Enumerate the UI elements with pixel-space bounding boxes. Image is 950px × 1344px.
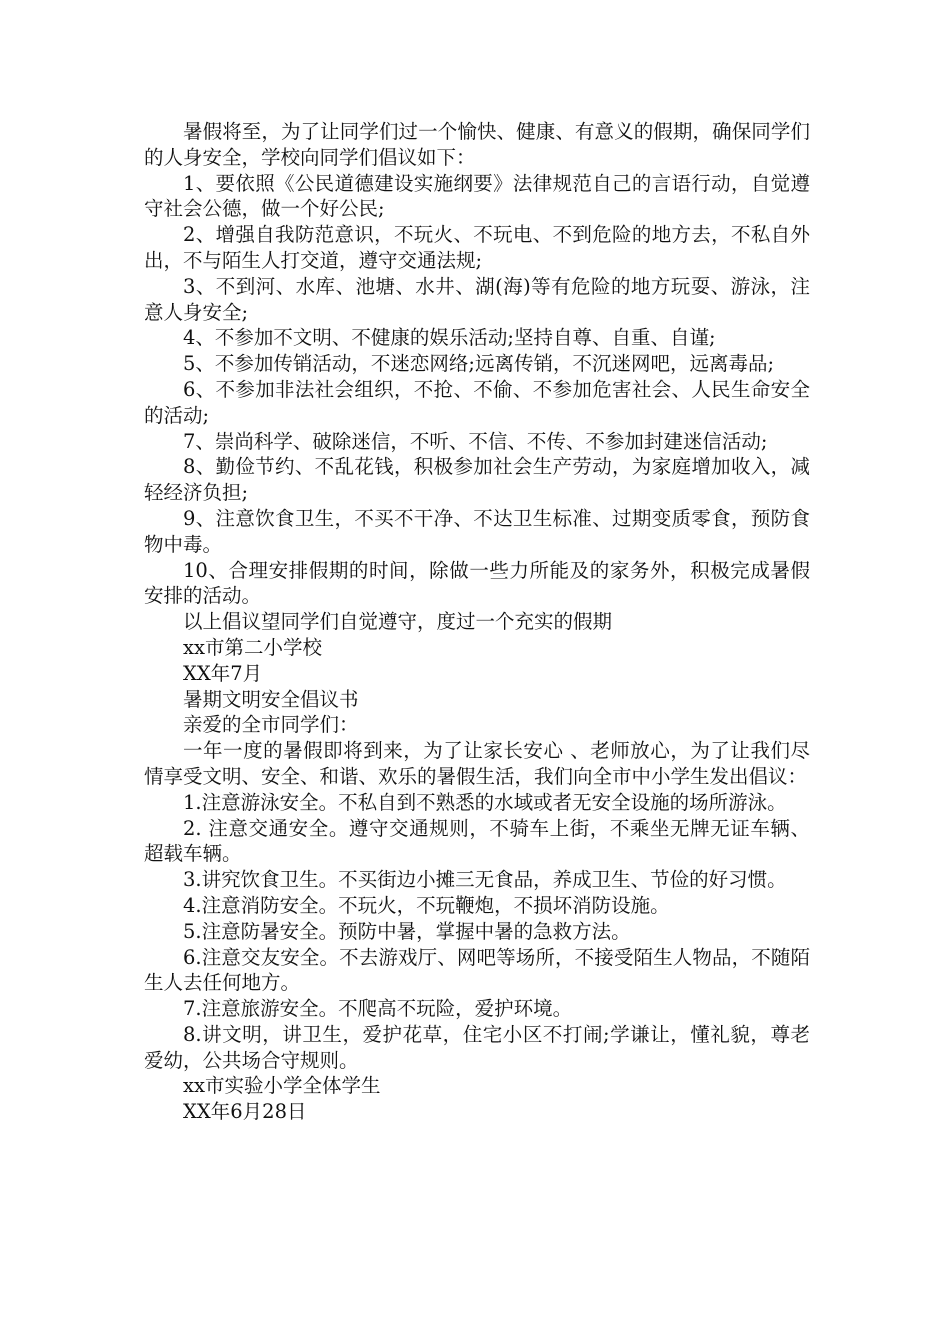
greeting: 亲爱的全市同学们： (183, 713, 359, 737)
paragraph-point-2: 2. 注意交通安全。遵守交通规则，不骑车上街，不乘坐无牌无证车辆、超载车辆。 (144, 816, 810, 866)
paragraph-item-5: 5、不参加传销活动，不迷恋网络;远离传销，不沉迷网吧，远离毒品; (183, 352, 775, 376)
paragraph-item-9: 9、注意饮食卫生，不买不干净、不达卫生标准、过期变质零食，预防食物中毒。 (144, 506, 810, 556)
paragraph-item-1: 1、要依照《公民道德建设实施纲要》法律规范自己的言语行动，自觉遵守社会公德，做一个好公民; (144, 171, 810, 221)
signature-date-2: XX年6月28日 (183, 1100, 307, 1124)
signature-school: xx市第二小学校 (183, 635, 322, 659)
paragraph-item-7: 7、崇尚科学、破除迷信，不听、不信、不传、不参加封建迷信活动; (183, 429, 768, 453)
paragraph-intro-2: 一年一度的暑假即将到来，为了让家长安心 、老师放心，为了让我们尽情享受文明、安全、和谐、欢乐的暑假生活，我们向全市中小学生发出倡议： (144, 739, 810, 788)
paragraph-item-4: 4、不参加不文明、不健康的娱乐活动;坚持自尊、自重、自谨; (183, 326, 716, 350)
paragraph-point-5: 5.注意防暑安全。预防中暑，掌握中暑的急救方法。 (183, 919, 631, 943)
paragraph-intro: 暑假将至，为了让同学们过一个愉快、健康、有意义的假期，确保同学们的人身安全，学校向同学们倡议如下： (144, 120, 810, 169)
signature-date: XX年7月 (183, 661, 263, 685)
paragraph-closing: 以上倡议望同学们自觉遵守，度过一个充实的假期 (183, 610, 613, 634)
paragraph-point-7: 7.注意旅游安全。不爬高不玩险，爱护环境。 (183, 997, 573, 1021)
paragraph-item-8: 8、勤俭节约、不乱花钱，积极参加社会生产劳动，为家庭增加收入，减轻经济负担; (144, 455, 810, 505)
section-title: 暑期文明安全倡议书 (183, 687, 359, 711)
paragraph-point-4: 4.注意消防安全。不玩火，不玩鞭炮，不损坏消防设施。 (183, 893, 670, 917)
paragraph-point-6: 6.注意交友安全。不去游戏厅、网吧等场所，不接受陌生人物品，不随陌生人去任何地方。 (144, 945, 810, 995)
paragraph-point-8: 8.讲文明，讲卫生，爱护花草，住宅小区不打闹;学谦让，懂礼貌，尊老爱幼，公共场合守规则。 (144, 1022, 810, 1072)
paragraph-point-3: 3.讲究饮食卫生。不买街边小摊三无食品，养成卫生、节俭的好习惯。 (183, 868, 787, 892)
paragraph-item-2: 2、增强自我防范意识，不玩火、不玩电、不到危险的地方去，不私自外出，不与陌生人打交道，遵守交通法规; (144, 223, 810, 272)
document-body (144, 119, 810, 1125)
paragraph-item-10: 10、合理安排假期的时间，除做一些力所能及的家务外，积极完成暑假安排的活动。 (144, 558, 810, 608)
signature-students: xx市实验小学全体学生 (183, 1074, 381, 1098)
paragraph-item-6: 6、不参加非法社会组织，不抢、不偷、不参加危害社会、人民生命安全的活动; (144, 377, 810, 427)
paragraph-item-3: 3、不到河、水库、池塘、水井、湖(海)等有危险的地方玩耍、游泳，注意人身安全; (144, 274, 810, 324)
paragraph-point-1: 1.注意游泳安全。不私自到不熟悉的水域或者无安全设施的场所游泳。 (183, 790, 787, 814)
